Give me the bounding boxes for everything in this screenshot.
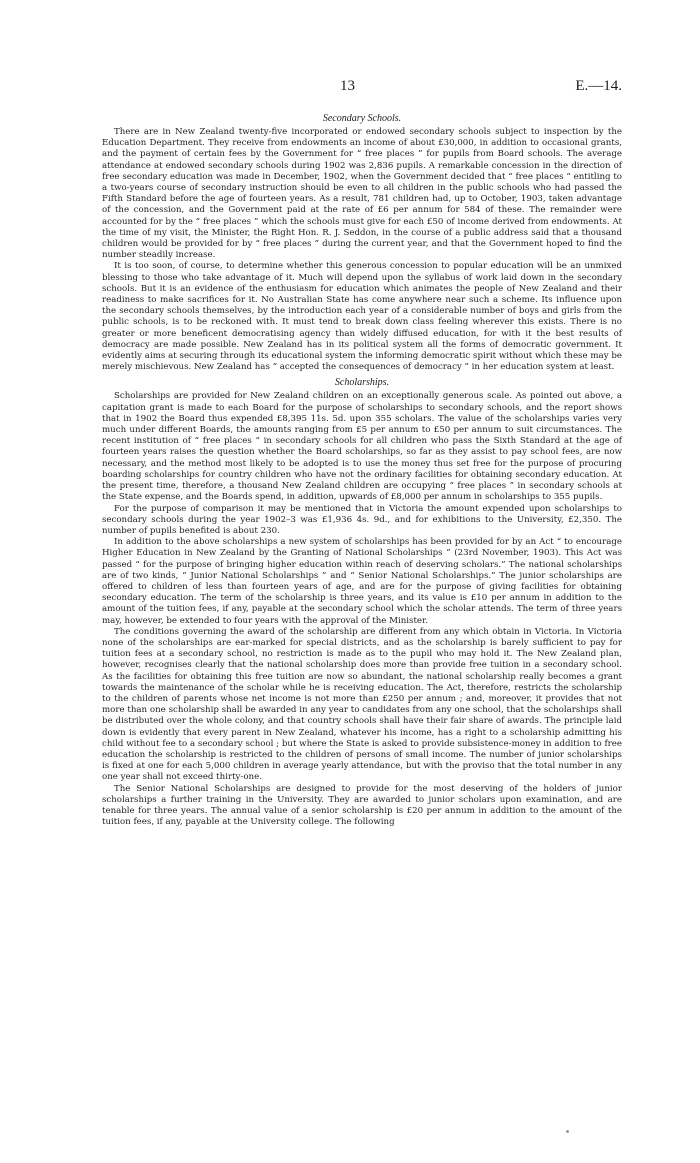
paragraph: For the purpose of comparison it may be mentioned that in Victoria the amount expended upon scholarships to secondary schools during the year 1902–3 was £1,936 4s. 9d., and for exhibitions to the University, £2,350. The number of pupils benefited is about 230. [102, 503, 622, 536]
section-heading: Secondary Schools. [322, 113, 402, 124]
body-text [102, 112, 622, 828]
paragraph: The conditions governing the award of the scholarship are different from any which obtain in Victoria. In Victoria none of the scholarships are ear-marked for special districts, and as the scholarship is barely sufficient to pay for tuition fees at a secondary school, no restriction is made as to the pupil who may hold it. The New Zealand plan, however, recognises clearly that the national scholarship does more than provide free tuition in a secondary school. As the facilities for obtaining this free tuition are now so abundant, the national scholarship really becomes a grant towards the maintenance of the scholar while he is receiving education. The Act, therefore, restricts the scholarship to the children of parents whose net income is not more than £250 per annum ; and, moreover, it provides that not more than one scholarship shall be awarded in any year to candidates from any one school, that the scholarships shall be distributed over the whole colony, and that country schools shall have their fair share of awards. The principle laid down is evidently that every parent in New Zealand, whatever his income, has a right to a scholarship admitting his child without fee to a secondary school ; but where the State is asked to provide subsistence-money in addition to free education the scholarship is restricted to the children of persons of small income. The number of junior scholarships is fixed at one for each 5,000 children in average yearly attendance, but with the proviso that the total number in any one year shall not exceed thirty-one. [102, 626, 622, 783]
section-secondary-schools [102, 112, 622, 373]
paragraph: In addition to the above scholarships a new system of scholarships has been provided for by an Act “ to encourage Higher Education in New Zealand by the Granting of National Scholarships ” (23rd November, 1903). This Act was passed “ for the purpose of bringing higher education within reach of deserving scholars.” The national scholarships are of two kinds, “ Junior National Scholarships ” and “ Senior National Scholarships.” The junior scholarships are offered to children of less than fourteen years of age, and are for the purpose of giving facilities for obtaining secondary education. The term of the scholarship is three years, and its value is £10 per annum in addition to the amount of the tuition fees, if any, payable at the secondary school which the scholar attends. The term of three years may, however, be extended to four years with the approval of the Minister. [102, 537, 622, 626]
paragraph: It is too soon, of course, to determine whether this generous concession to popular education will be an unmixed blessing to those who take advantage of it. Much will depend upon the syllabus of work laid down in the secondary schools. But it is an evidence of the enthusiasm for education which animates the people of New Zealand and their readiness to make sacrifices for it. No Australian State has come anywhere near such a scheme. Its influence upon the secondary schools themselves, by the introduction each year of a considerable number of boys and girls from the public schools, is to be reckoned with. It must tend to break down class feeling wherever this exists. There is no greater or more beneficent democratising agency than widely diffused education, for with it the best results of democracy are made possible. New Zealand has in its political system all the forms of democratic government. It evidently aims at securing through its educational system the informing democratic spirit without which these may be merely mischievous. New Zealand has “ accepted the consequences of democracy ” in her education system at least. [102, 261, 622, 373]
paragraph: There are in New Zealand twenty-five incorporated or endowed secondary schools subject to inspection by the Education Department. They receive from endowments an income of about £30,000, in addition to occasional grants, and the payment of certain fees by the Government for “ free places ” for pupils from Board schools. The average attendance at endowed secondary schools during 1902 was 2,836 pupils. A remarkable concession in the direction of free secondary education was made in December, 1902, when the Government decided that “ free places ” entitling to a two-years course of secondary instruction should be even to all children in the public schools who had passed the Fifth Standard before the age of fourteen years. As a result, 781 children had, up to October, 1903, taken advantage of the concession, and the Government paid at the rate of £6 per annum for 584 of these. The remainder were accounted for by the “ free places ” which the schools must give for each £50 of income derived from endowments. At the time of my visit, the Minister, the Right Hon. R. J. Seddon, in the course of a public address said that a thousand children would be provided for by “ free places ” during the current year, and that the Government hoped to find the number steadily increase. [102, 127, 622, 261]
scan-speck [566, 1130, 569, 1133]
page-header [0, 78, 700, 102]
document-reference: E.—14. [575, 78, 622, 94]
paragraph: The Senior National Scholarships are designed to provide for the most deserving of the holders of junior scholarships a further training in the University. They are awarded to junior scholars upon examination, and are tenable for three years. The annual value of a senior scholarship is £20 per annum in addition to the amount of the tuition fees, if any, payable at the University college. The following [102, 783, 622, 828]
section-heading: Scholarships. [334, 377, 390, 389]
page-number: 13 [340, 78, 355, 94]
section-scholarships [102, 376, 622, 828]
paragraph: Scholarships are provided for New Zealand children on an exceptionally generous scale. As pointed out above, a capitation grant is made to each Board for the purpose of scholarships to secondary schools, and the report shows that in 1902 the Board thus expended £8,395 11s. 5d. upon 355 scholars. The value of the scholarships varies very much under different Boards, the amounts ranging from £5 per annum to £50 per annum to suit circumstances. The recent institution of “ free places ” in secondary schools for all children who pass the Sixth Standard at the age of fourteen years raises the question whether the Board scholarships, so far as they assist to pay school fees, are now necessary, and the method most likely to be adopted is to use the money thus set free for the purpose of procuring boarding scholarships for country children who have not the ordinary facilities for obtaining secondary education. At the present time, therefore, a thousand New Zealand children are occupying “ free places ” in secondary schools at the State expense, and the Boards spend, in addition, upwards of £8,000 per annum in scholarships to 355 pupils. [102, 391, 622, 503]
